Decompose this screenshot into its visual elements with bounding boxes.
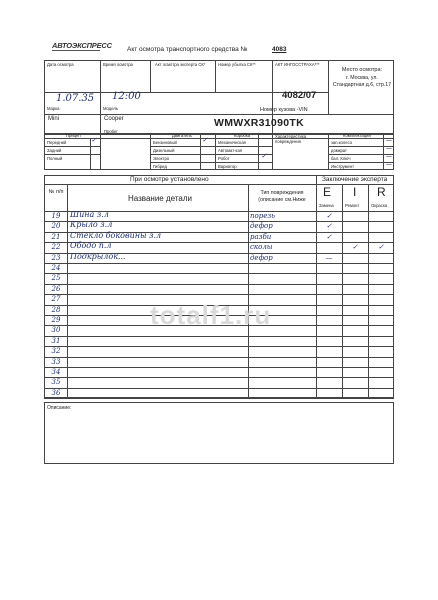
- gearbox-opt-manual: Механическая: [218, 140, 246, 145]
- kit-opt-tools: Инструмент: [331, 164, 355, 169]
- row-part-name: Шина з.л: [70, 210, 109, 219]
- place-label: Место осмотра:: [341, 67, 383, 73]
- engine-opt-electric: Электро: [153, 156, 170, 161]
- ingos-act-value: 4082/07: [282, 90, 317, 101]
- act-number: 4083: [272, 46, 287, 53]
- trailer-front-check: ✓: [91, 136, 97, 144]
- engine-label: Двигатель: [172, 133, 192, 138]
- row-divider: [44, 336, 394, 337]
- kit-mark-4: —: [386, 161, 392, 168]
- model-label: Модель: [103, 106, 119, 111]
- row-divider: [44, 263, 394, 264]
- time-value: 12:00: [112, 91, 141, 102]
- row-repair-mark: ✓: [352, 243, 358, 252]
- damage-char-label: Характеристика повреждения: [275, 134, 307, 144]
- e-label: E: [323, 185, 332, 199]
- ingos-act-label: АКТ ИНГОССТРАХА***: [275, 62, 320, 67]
- row-replace-mark: ✓: [326, 212, 332, 220]
- kit-mark-1: —: [386, 137, 392, 144]
- row-damage-type: порезь: [250, 212, 275, 220]
- gearbox-label: Коробка: [234, 133, 251, 138]
- kit-opt-wrench: бал. Ключ: [331, 156, 351, 161]
- engine-opt-diesel: Дизельный: [153, 148, 175, 153]
- time-label: Время осмотра: [103, 62, 133, 67]
- gearbox-opt-robot: Робот: [218, 156, 230, 161]
- kit-opt-spare: зап.колесо: [331, 140, 353, 145]
- row-replace-mark: ✓: [326, 222, 332, 231]
- row-number: 35: [51, 378, 61, 387]
- row-number: 26: [51, 284, 61, 293]
- watermark: totalf1.ru: [150, 300, 272, 330]
- paint-label: Окраска: [371, 203, 388, 208]
- row-number: 33: [51, 357, 61, 366]
- trailer-opt-front: Передний: [47, 140, 67, 145]
- row-number: 20: [51, 222, 61, 231]
- kit-opt-jack: домкрат: [331, 148, 347, 153]
- row-number: 28: [51, 305, 61, 314]
- name-label: Название детали: [128, 194, 192, 203]
- row-number: 19: [51, 212, 61, 220]
- row-divider: [44, 398, 394, 399]
- brand-label: Марка: [47, 106, 60, 111]
- row-number: 25: [51, 274, 61, 283]
- row-paint-mark: ✓: [378, 243, 384, 252]
- row-divider: [44, 377, 394, 378]
- brand-value: Mini: [48, 116, 60, 122]
- trailer-opt-full: Полный: [47, 156, 63, 161]
- trailer-label: Прицеп: [66, 133, 81, 138]
- conclusion-header: Заключение эксперта: [322, 176, 388, 183]
- row-divider: [44, 357, 394, 358]
- row-number: 32: [51, 347, 61, 356]
- row-replace-mark: —: [325, 253, 333, 262]
- kit-mark-2: —: [386, 145, 392, 152]
- row-divider: [44, 294, 394, 295]
- repair-label: Ремонт: [345, 203, 360, 208]
- engine-opt-petrol: Бензиновый: [153, 140, 177, 145]
- loss-number-label: Номер убытка СК**: [218, 62, 256, 67]
- replace-label: Замена: [319, 203, 334, 208]
- row-number: 31: [51, 336, 61, 345]
- row-number: 23: [51, 253, 61, 262]
- logo-underline: [52, 50, 100, 51]
- row-part-name: Подкрылок...: [70, 251, 126, 261]
- act-title: Акт осмотра транспортного средства №: [127, 46, 248, 53]
- logo: АВТОЭКСПРЕСС: [52, 41, 112, 50]
- row-number: 21: [51, 232, 61, 241]
- row-number: 30: [51, 326, 61, 335]
- place-value: г. Москва, ул. Стандартная д.6, стр.17: [332, 75, 392, 88]
- r-label: R: [377, 185, 386, 199]
- row-damage-type: дефор: [250, 253, 273, 262]
- row-damage-type: сколы: [250, 243, 273, 252]
- damage-type-label: Тип повреждения (описание см.Ниже: [258, 190, 306, 203]
- description-label: Описание:: [47, 405, 72, 411]
- description-box: [44, 402, 394, 464]
- vin-value: WMWXR31090TK: [214, 117, 304, 129]
- date-label: Дата осмотра: [47, 62, 74, 67]
- row-damage-type: дефор: [250, 222, 273, 231]
- row-number: 34: [51, 368, 61, 376]
- engine-opt-hybrid: Гибрид: [153, 164, 167, 169]
- row-replace-mark: ✓: [326, 232, 332, 241]
- i-label: I: [353, 185, 357, 199]
- row-number: 29: [51, 316, 61, 324]
- kit-mark-3: —: [386, 153, 392, 160]
- gearbox-opt-auto: Автомат-кая: [218, 148, 243, 153]
- row-divider: [44, 273, 394, 274]
- row-number: 36: [51, 388, 61, 397]
- row-number: 27: [51, 295, 61, 304]
- row-divider: [44, 284, 394, 285]
- gearbox-robot-check: ✓: [261, 152, 267, 160]
- row-part-name: Крыло з.л: [70, 220, 113, 230]
- row-divider: [44, 367, 394, 368]
- row-part-name: Ободо п.л: [70, 241, 112, 251]
- kit-label: Комплектация: [343, 133, 371, 138]
- row-damage-type: разби: [250, 232, 272, 241]
- engine-petrol-check: ✓: [202, 136, 208, 144]
- vin-label: Номер кузова -VIN: [260, 107, 308, 113]
- row-part-name: Стекло боковины з.л: [70, 230, 162, 240]
- trailer-opt-rear: Задний: [47, 148, 62, 153]
- established-header: При осмотре установлено: [130, 176, 209, 183]
- mileage-label: Пробег: [104, 129, 118, 134]
- gearbox-opt-cvt: Вариатор: [218, 164, 237, 169]
- row-number: 22: [51, 243, 61, 252]
- row-number: 24: [51, 264, 61, 272]
- row-divider: [44, 388, 394, 389]
- date-value: 1.07.35: [56, 93, 95, 104]
- num-label: № п/п: [48, 189, 64, 195]
- model-value: Cooper: [104, 116, 124, 122]
- row-divider: [44, 346, 394, 347]
- expert-act-label: Акт осмотра эксперта СК*: [155, 62, 206, 67]
